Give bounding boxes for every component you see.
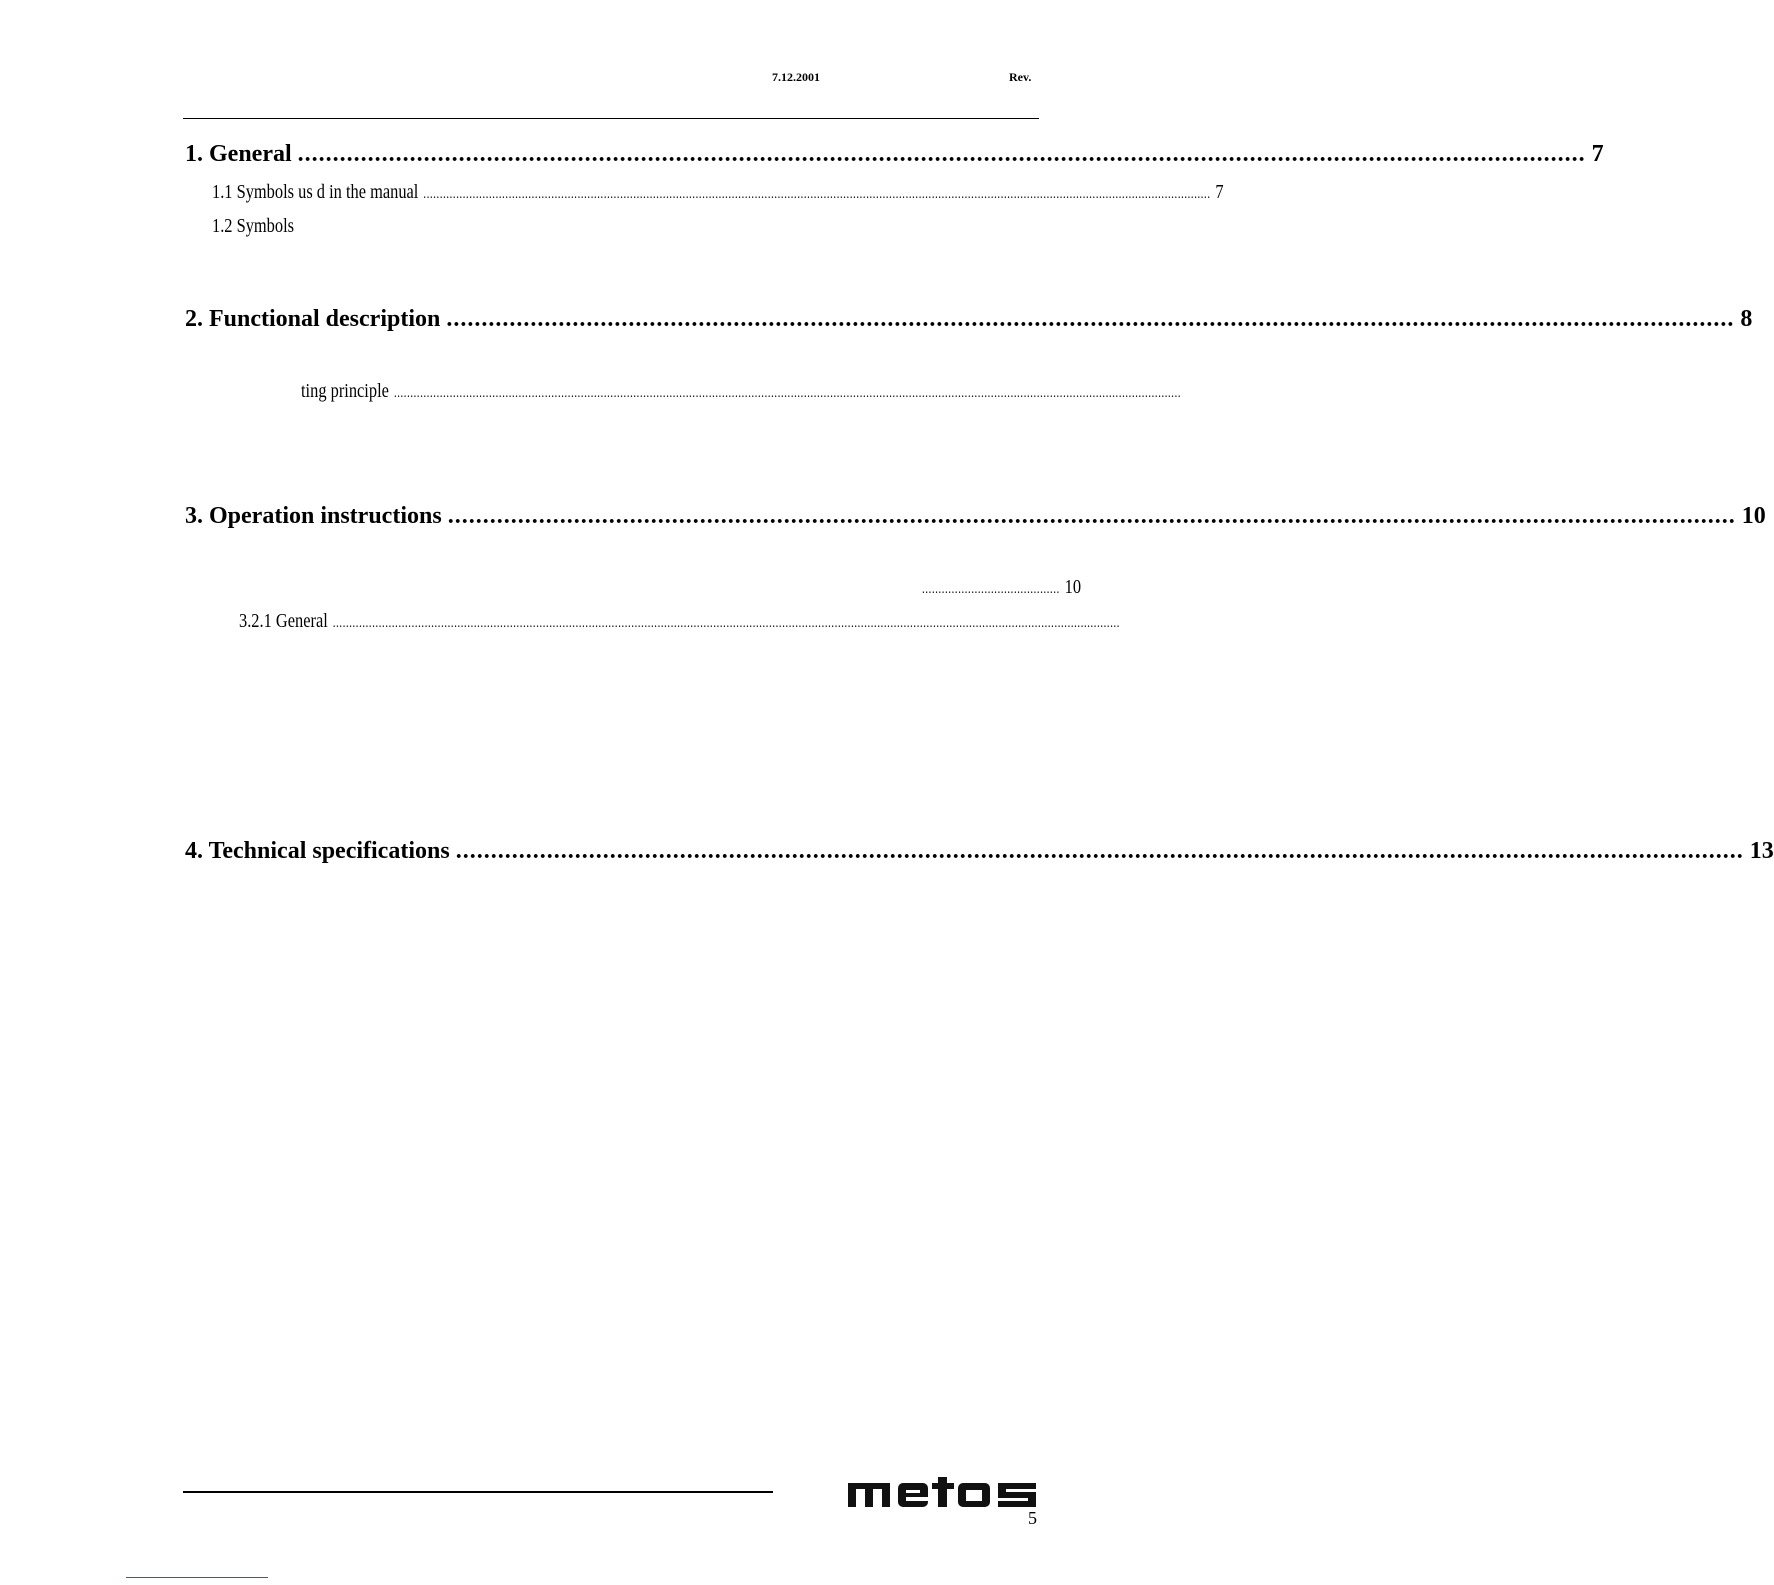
toc-leader-dots: ................................................................................................................................................................................................................................................ — [423, 187, 1211, 202]
header-date: 7.12.2001 — [772, 70, 820, 84]
toc-item-label: ting principle — [301, 380, 389, 402]
toc-section-page: 13 — [1749, 838, 1774, 864]
toc-item-page: 7 — [1215, 181, 1224, 203]
toc-item-label: 1.2 Symbols — [212, 215, 295, 237]
toc-section-label: 3. Operation instructions — [185, 503, 442, 529]
toc-leader-dots: ........................................................................................................................................................................................ — [446, 306, 1735, 332]
footer-rule — [183, 1491, 773, 1493]
toc-section-technical-specifications[interactable] — [185, 838, 1774, 865]
toc-leader-dots: .......................................... — [922, 582, 1060, 597]
toc-section-label: 4. Technical specifications — [185, 838, 450, 864]
header-rev-label: Rev. — [1009, 70, 1032, 84]
toc-leader-dots: ................................................................................................................................................................................................................................................ — [332, 616, 1120, 631]
toc-item-symbols-used[interactable] — [212, 181, 1224, 204]
toc-leader-dots: ........................................................................................................................................................................................ — [297, 141, 1586, 167]
toc-section-functional-description[interactable] — [185, 306, 1753, 333]
toc-item-label: 1.1 Symbols us d in the manual — [212, 181, 419, 203]
toc-item-operating-principle[interactable] — [301, 380, 1182, 403]
page-number: 5 — [1028, 1508, 1037, 1528]
toc-item-page: 10 — [1064, 576, 1082, 598]
toc-section-page: 8 — [1740, 306, 1753, 332]
toc-section-page: 10 — [1741, 503, 1766, 529]
header-rule — [183, 118, 1039, 119]
toc-item-3-2-1-general[interactable] — [239, 610, 1120, 633]
toc-item-symbols[interactable] — [212, 215, 458, 238]
toc-leader-dots: ........................................................................................................................................................................................ — [447, 503, 1736, 529]
toc-section-page: 7 — [1591, 141, 1604, 167]
link-underline[interactable] — [126, 1577, 268, 1578]
toc-item-label: 3.2.1 General — [239, 610, 328, 632]
toc-item-partial[interactable] — [922, 576, 1082, 599]
metos-logo — [848, 1477, 1038, 1509]
toc-section-label: 2. Functional description — [185, 306, 441, 332]
toc-section-general[interactable] — [185, 141, 1604, 168]
toc-section-operation-instructions[interactable] — [185, 503, 1766, 530]
toc-section-label: 1. General — [185, 141, 292, 167]
toc-leader-dots: ........................................................................................................................................................................................ — [455, 838, 1744, 864]
toc-leader-dots: ................................................................................................................................................................................................................................................ — [393, 386, 1182, 401]
